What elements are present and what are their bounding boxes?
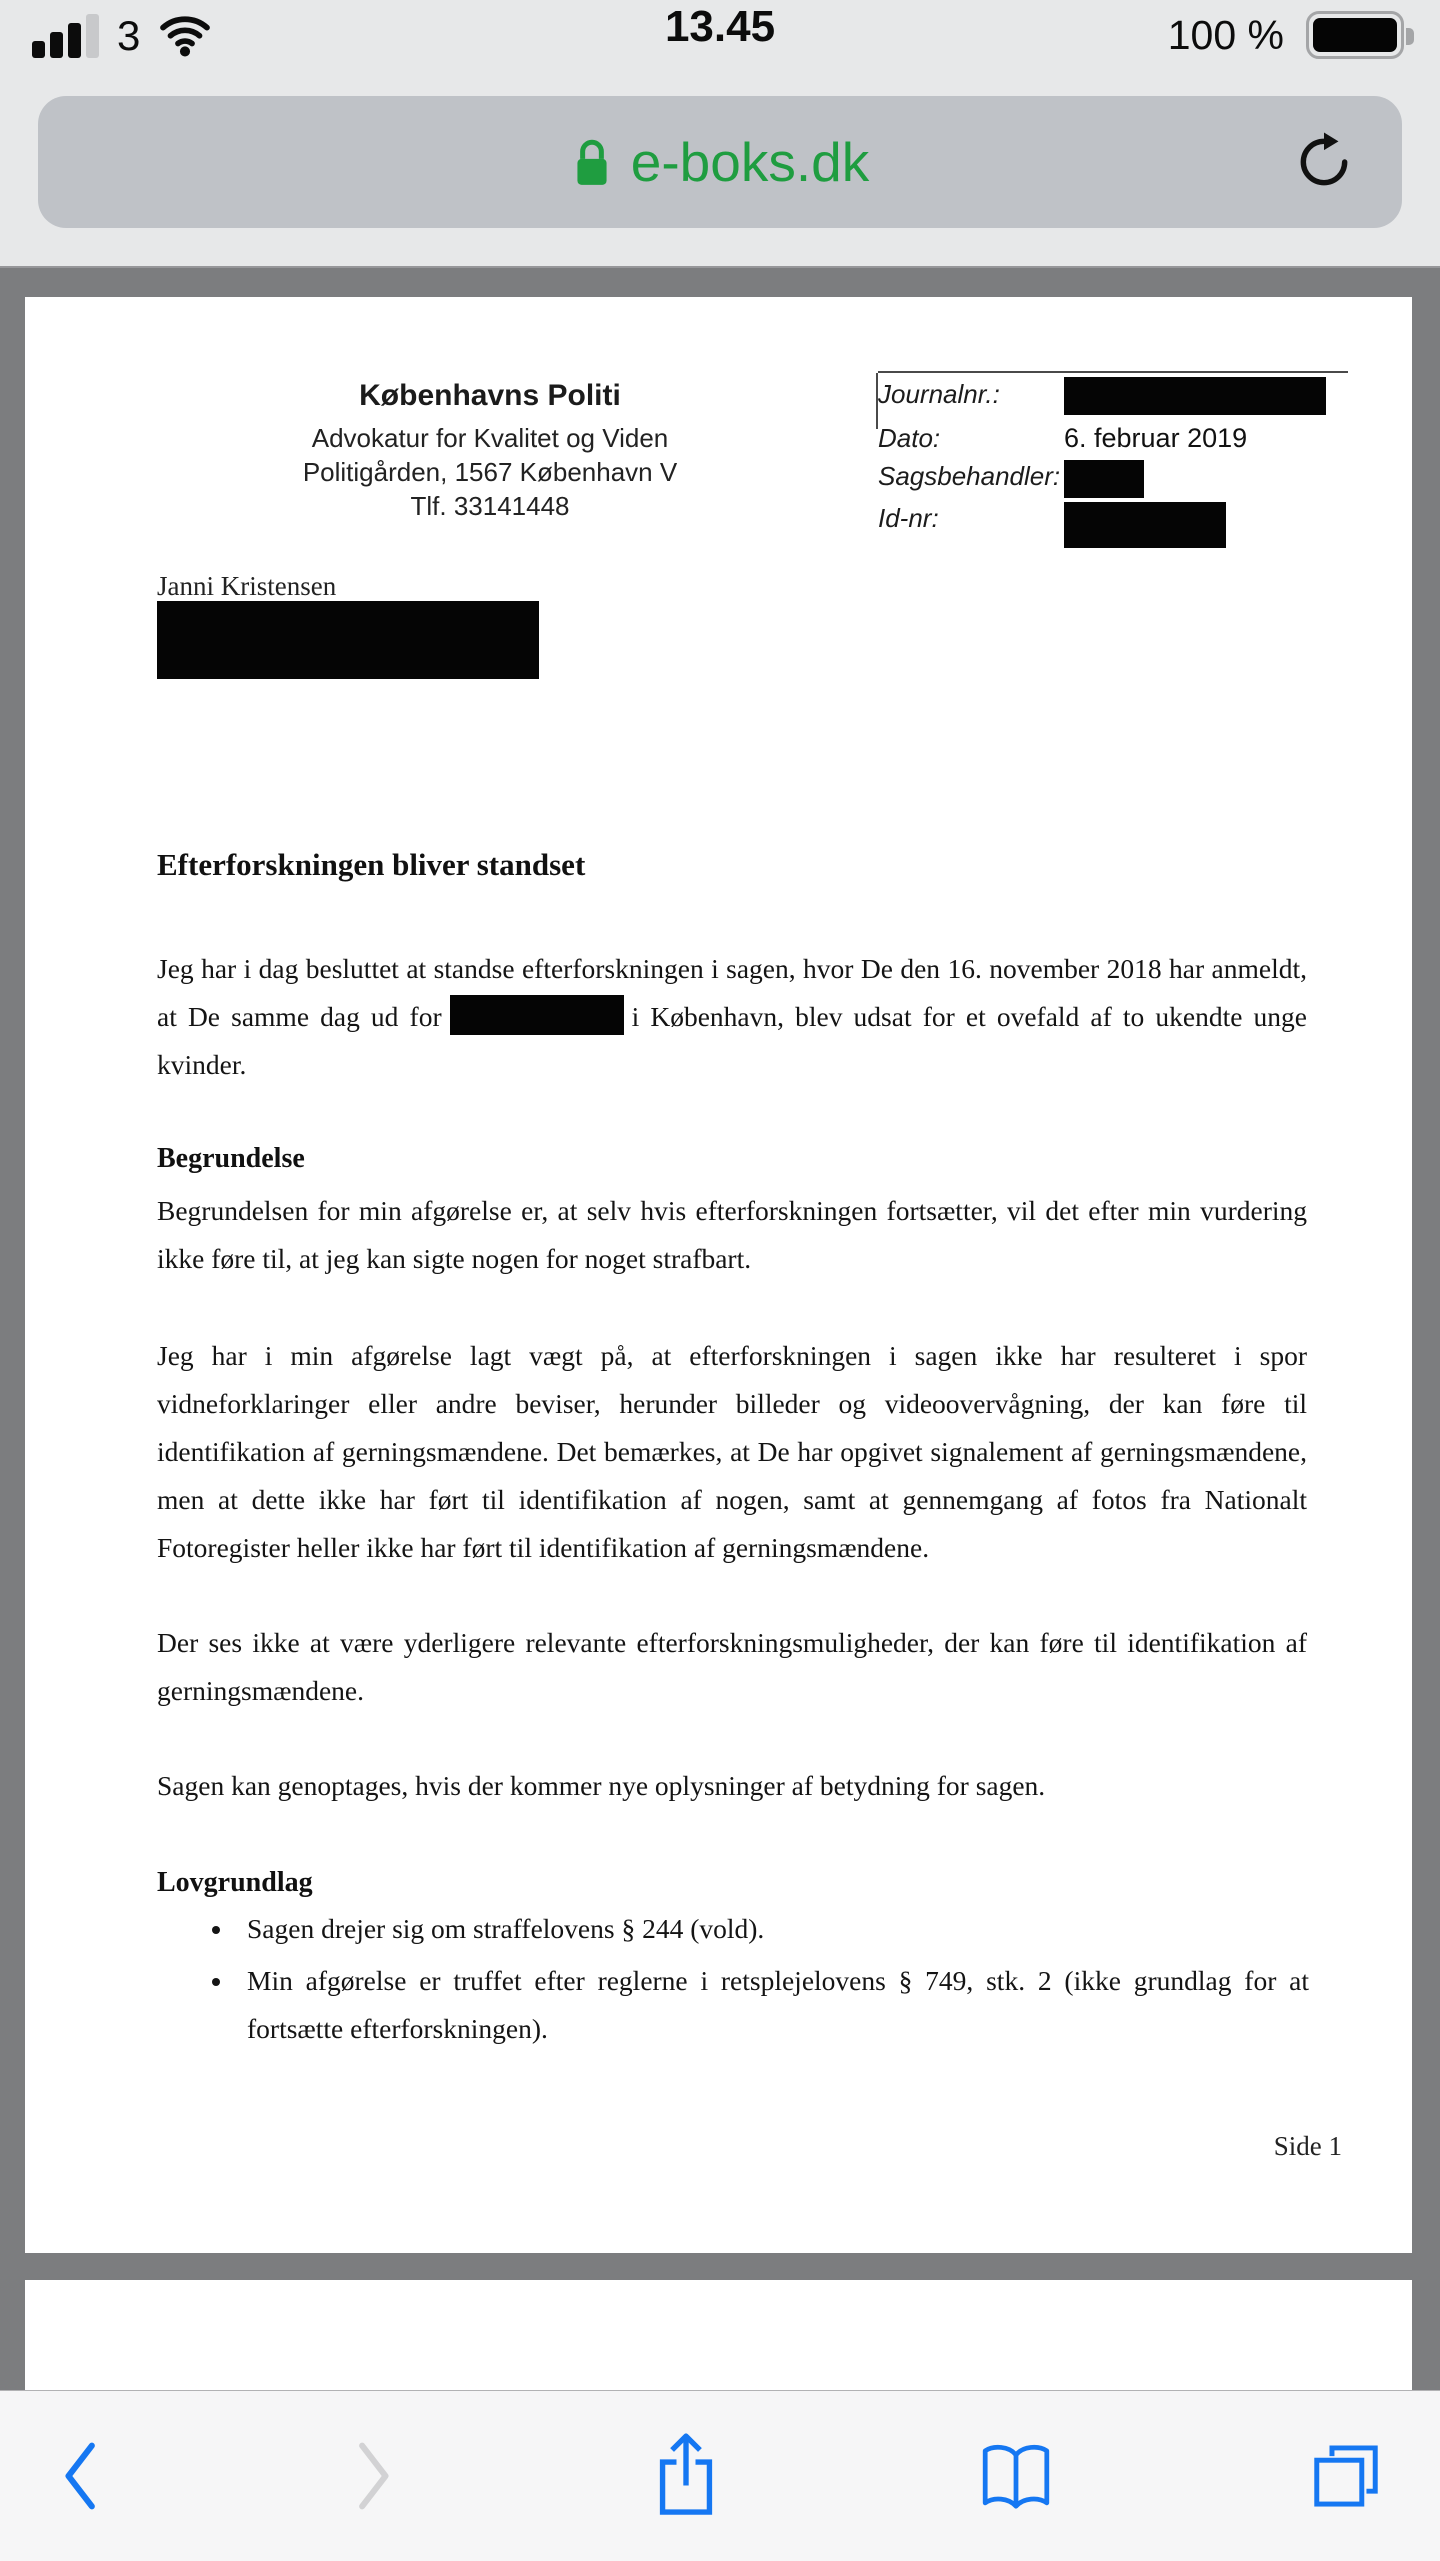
- bookmarks-button[interactable]: [974, 2439, 1058, 2513]
- meta-label: Journalnr.:: [878, 379, 1000, 409]
- paragraph-3: Jeg har i min afgørelse lagt vægt på, at efterforskningen i sagen ikke har resulteret i spor vidneforklaringer eller andre beviser, herunder billeder og videoovervågning, der kan føre til identifikation af gerningsmændene. Det bemærkes, at De har opgivet signalement af gerningsmændene, men at dette ikke har ført til identifikation af nogen, samt at gennemgang af fotos fra Nationalt Fotoregister heller ikke har ført til identifikation af gerningsmændene.: [157, 1340, 1307, 1563]
- list-item-text: Sagen drejer sig om straffelovens § 244 (vold).: [247, 1913, 765, 1944]
- tabs-button[interactable]: [1308, 2438, 1384, 2514]
- paragraph-1: [157, 945, 1307, 1089]
- paragraph-2: Begrundelsen for min afgørelse er, at selv hvis efterforskningen fortsætter, vil det efter min vurdering ikke føre til, at jeg kan sigte nogen for noget strafbart.: [157, 1195, 1307, 1274]
- meta-row-journalnr: [878, 376, 1348, 420]
- padlock-icon: [571, 136, 613, 188]
- page-number: Side 1: [1273, 2131, 1342, 2161]
- redaction-box: [1064, 460, 1144, 498]
- clock: 13.45: [664, 2, 776, 51]
- meta-label: Id-nr:: [878, 503, 939, 533]
- paragraph-5: Sagen kan genoptages, hvis der kommer nye oplysninger af betydning for sagen.: [157, 1770, 1046, 1801]
- chevron-right-icon: [352, 2441, 398, 2511]
- sender-address: Politigården, 1567 København V: [302, 457, 678, 487]
- section-heading-begrundelse: Begrundelse: [157, 1143, 305, 1174]
- paragraph-text: Jeg har i dag besluttet at standse efterforskningen i sagen, hvor De den 16. november 2018 har anmeldt, at De samme dag ud for: [157, 953, 1307, 1032]
- sender-dept: Advokatur for Kvalitet og Viden: [311, 423, 669, 453]
- url-text: e-boks.dk: [630, 131, 870, 193]
- back-button[interactable]: [56, 2441, 102, 2511]
- case-meta-table: [878, 371, 1348, 546]
- recipient-name: Janni Kristensen: [157, 571, 337, 601]
- reload-button[interactable]: [1292, 130, 1356, 194]
- redaction-box: [1064, 377, 1326, 415]
- meta-row-dato: [878, 420, 1348, 458]
- status-bar: [0, 0, 1440, 70]
- paragraph-text: i København, blev udsat for et ovefald af to ukendte unge kvinder.: [157, 1001, 1307, 1080]
- browser-toolbar: [0, 2390, 1440, 2561]
- chevron-left-icon: [56, 2441, 102, 2511]
- battery-percent-label: 100 %: [1167, 11, 1284, 58]
- meta-row-sagsbehandler: [878, 458, 1348, 500]
- address-bar[interactable]: [38, 96, 1402, 228]
- forward-button[interactable]: [352, 2441, 398, 2511]
- meta-label: Sagsbehandler:: [878, 461, 1061, 491]
- document-page-2: [25, 2280, 1412, 2390]
- redaction-box-inline: [450, 995, 624, 1035]
- pdf-viewport[interactable]: [0, 268, 1440, 2390]
- redaction-box: [1064, 502, 1226, 548]
- sender-phone: Tlf. 33141448: [410, 491, 570, 521]
- share-icon: [648, 2430, 724, 2522]
- meta-row-idnr: [878, 500, 1348, 546]
- paragraph-4: Der ses ikke at være yderligere relevante efterforskningsmuligheder, der kan føre til identifikation af gerningsmændene.: [157, 1627, 1307, 1706]
- list-item: [235, 1957, 1309, 2053]
- meta-value-date: 6. februar 2019: [1064, 423, 1248, 453]
- document-title: Efterforskningen bliver standset: [157, 847, 586, 882]
- recipient-address-redaction: [157, 601, 539, 679]
- browser-top-chrome: [0, 0, 1440, 268]
- carrier-label: 3: [117, 12, 141, 59]
- letterhead: [200, 379, 780, 523]
- document-page-1: [25, 297, 1412, 2253]
- section-heading-lovgrundlag: Lovgrundlag: [157, 1867, 313, 1898]
- meta-label: Dato:: [878, 423, 941, 453]
- status-right-cluster: [1168, 6, 1404, 64]
- legal-basis-list: [157, 1905, 1309, 2057]
- sender-name: Københavns Politi: [359, 379, 621, 412]
- list-item: [235, 1905, 1309, 1953]
- list-item-text: Min afgørelse er truffet efter reglerne i retsplejelovens § 749, stk. 2 (ikke grundlag for at fortsætte efterforskningen).: [247, 1965, 1309, 2044]
- battery-icon: [1306, 11, 1404, 59]
- tabs-icon: [1308, 2438, 1384, 2514]
- book-icon: [974, 2439, 1058, 2513]
- share-button[interactable]: [648, 2430, 724, 2522]
